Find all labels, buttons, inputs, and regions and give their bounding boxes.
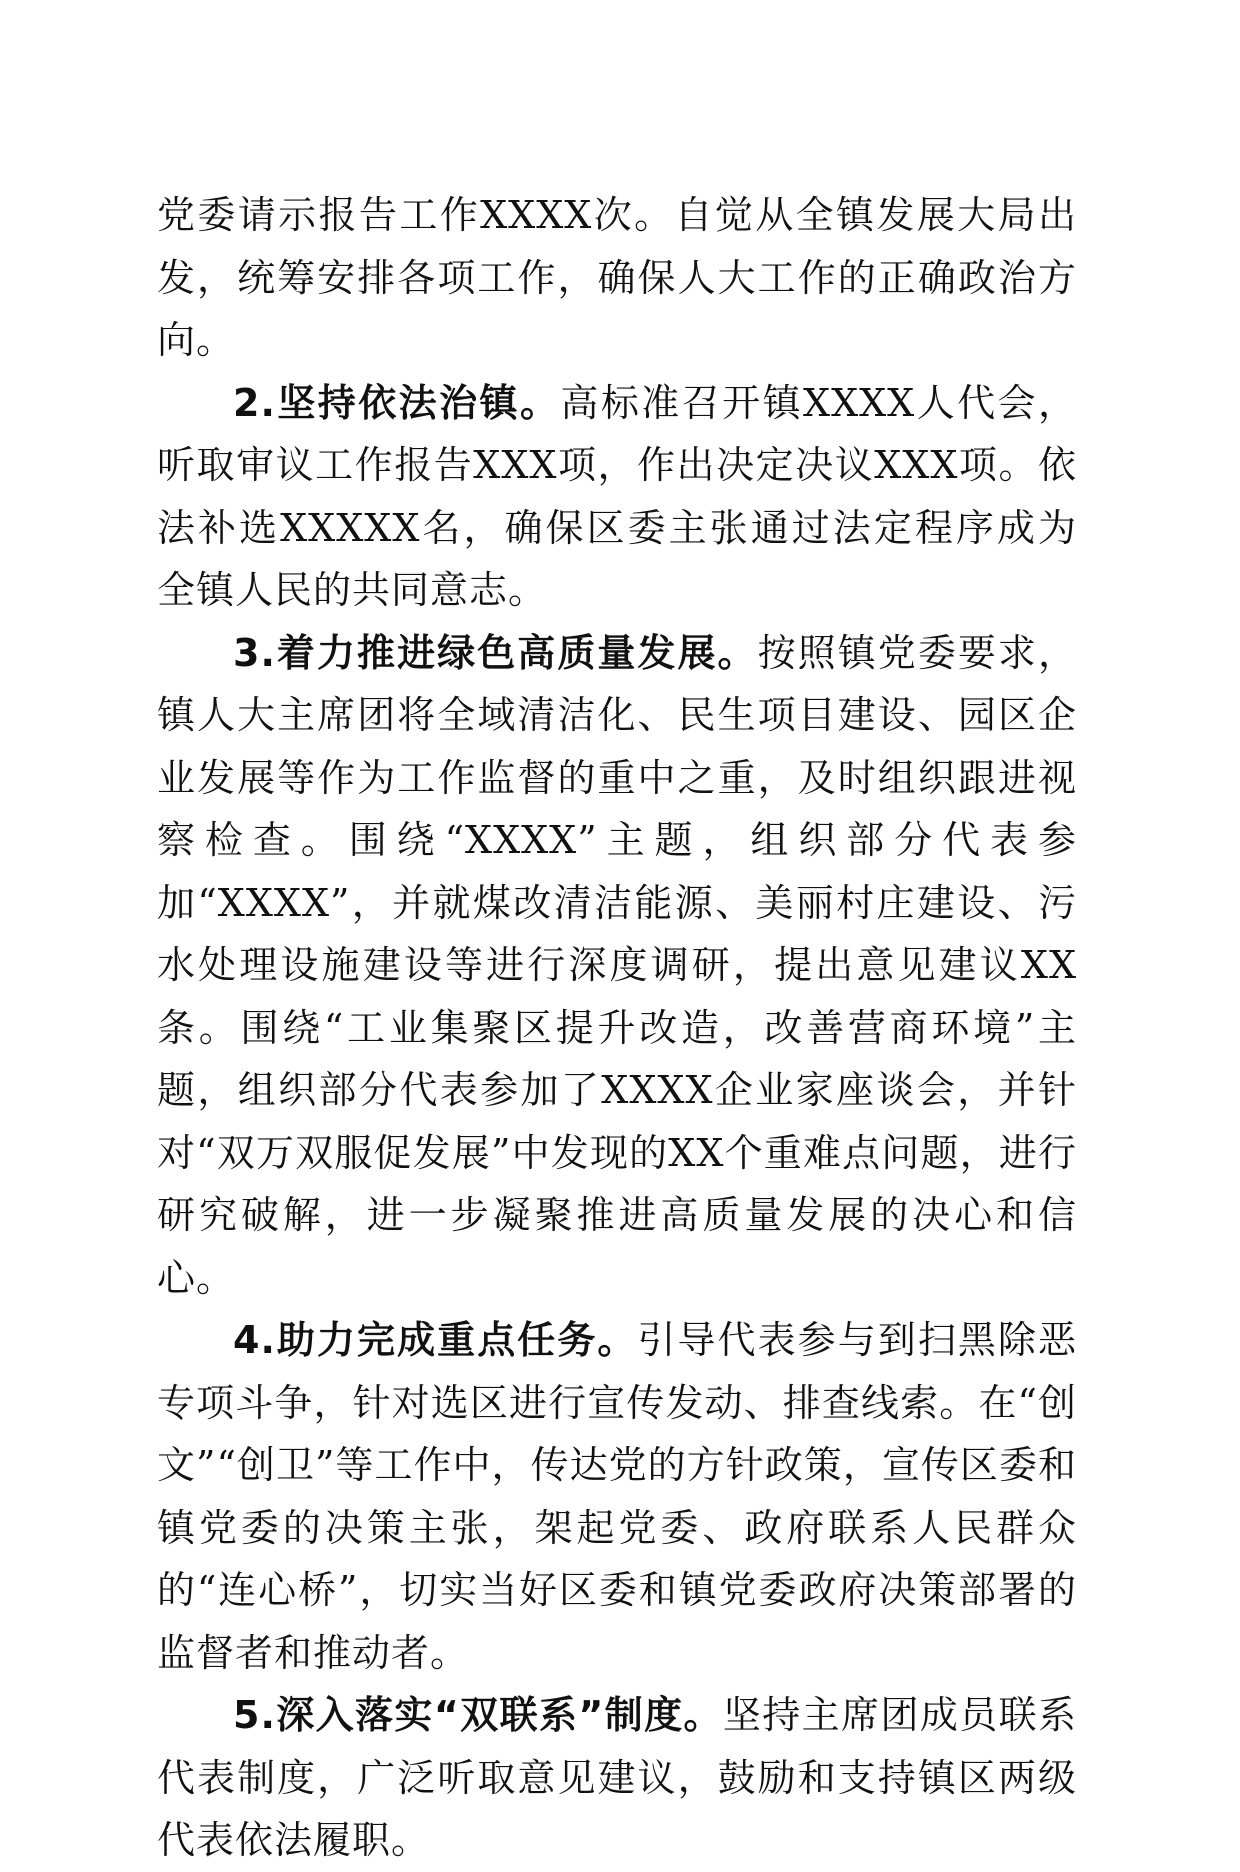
- paragraph-body: 引导代表参与到扫黑除恶专项斗争，针对选区进行宣传发动、排查线索。在“创文”“创卫”等工作中，传达党的方针政策，宣传区委和镇党委的决策主张，架起党委、政府联系人民群众的“连心桥”，切实当好区委和镇党委政府决策部署的监督者和推动者。: [157, 1318, 1077, 1675]
- paragraph-heading: 5.深入落实“双联系”制度。: [233, 1693, 723, 1737]
- document-body: [157, 184, 1077, 1872]
- paragraph-green-development: [157, 622, 1077, 1310]
- paragraph-heading: 2.坚持依法治镇。: [233, 380, 561, 425]
- paragraph-key-tasks: [157, 1309, 1077, 1684]
- paragraph-rule-of-law: [157, 372, 1077, 622]
- paragraph-body: 按照镇党委要求，镇人大主席团将全域清洁化、民生项目建设、园区企业发展等作为工作监督的重中之重，及时组织跟进视察检查。围绕“XXXX”主题，组织部分代表参加“XXXX”，并就煤改清洁能源、美丽村庄建设、污水处理设施建设等进行深度调研，提出意见建议XX条。围绕“工业集聚区提升改造，改善营商环境”主题，组织部分代表参加了XXXX企业家座谈会，并针对“双万双服促发展”中发现的XX个重难点问题，进行研究破解，进一步凝聚推进高质量发展的决心和信心。: [157, 630, 1077, 1300]
- paragraph-body: 高标准召开镇XXXX人代会，听取审议工作报告XXX项，作出决定决议XXX项。依法补选XXXXX名，确保区委主张通过法定程序成为全镇人民的共同意志。: [157, 380, 1077, 612]
- paragraph-dual-contact: [157, 1684, 1077, 1872]
- paragraph-heading: 4.助力完成重点任务。: [233, 1318, 638, 1362]
- paragraph-heading: 3.着力推进绿色高质量发展。: [233, 630, 758, 675]
- paragraph-body: 坚持主席团成员联系代表制度，广泛听取意见建议，鼓励和支持镇区两级代表依法履职。: [157, 1693, 1077, 1862]
- paragraph-body: 党委请示报告工作XXXX次。自觉从全镇发展大局出发，统筹安排各项工作，确保人大工作的正确政治方向。: [157, 193, 1077, 362]
- paragraph-continuation: [157, 184, 1077, 372]
